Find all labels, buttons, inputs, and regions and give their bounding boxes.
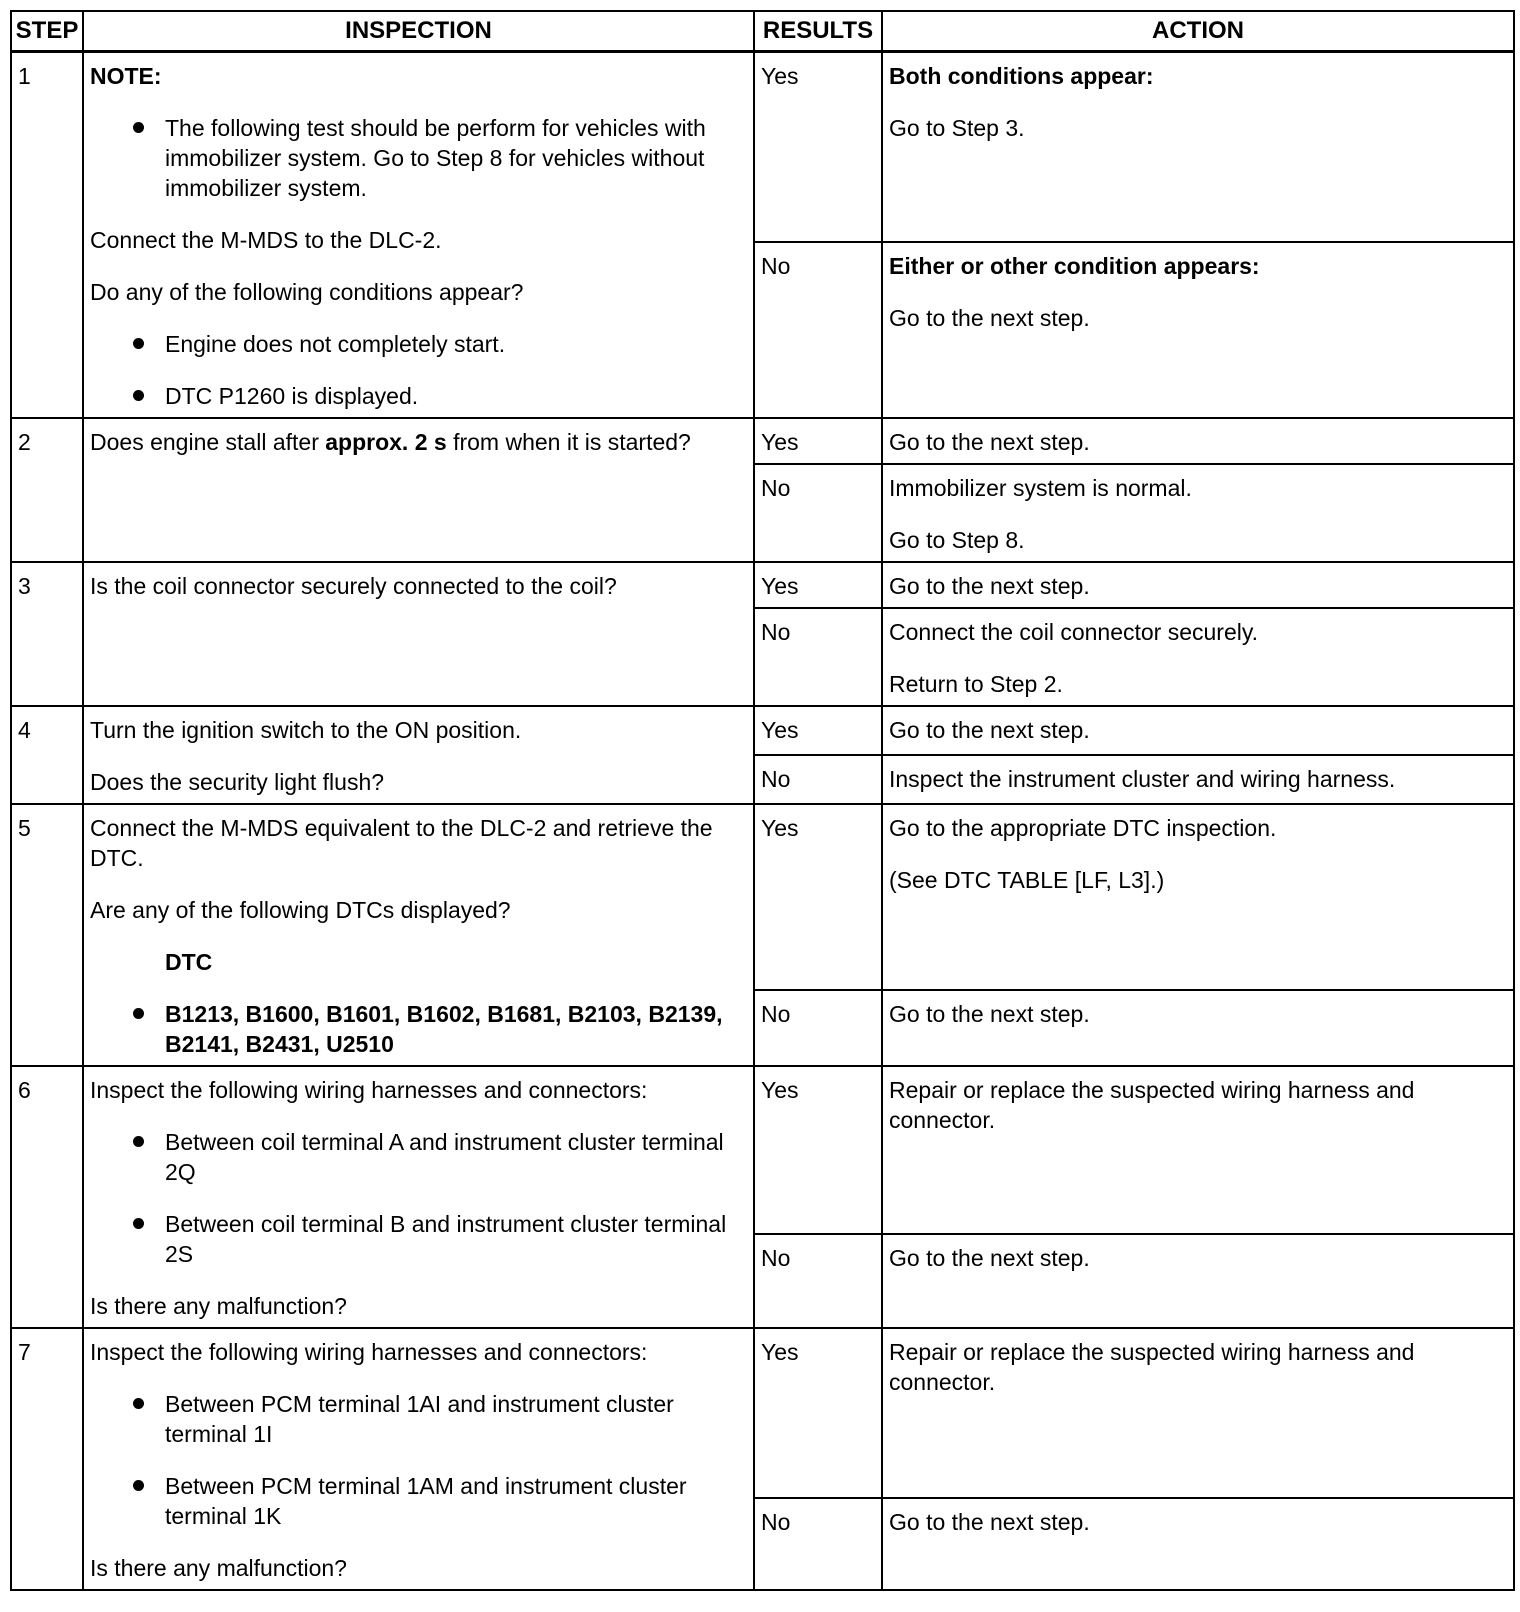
step-1-action-yes xyxy=(882,52,1514,242)
step-1-action-yes-text: Go to Step 3. xyxy=(889,115,1025,141)
step-4-question: Does the security light flush? xyxy=(90,769,385,795)
step-5-action-no: Go to the next step. xyxy=(882,990,1514,1066)
step-1-question: Do any of the following conditions appear? xyxy=(90,279,524,305)
step-5-dtc-label: DTC xyxy=(165,949,213,975)
step-2-question-part-3: from when it is started? xyxy=(446,429,691,455)
step-3-action-no xyxy=(882,608,1514,706)
step-7-yes-row xyxy=(11,1328,1514,1498)
step-3-action-no-text-2: Return to Step 2. xyxy=(889,671,1063,697)
step-2-number: 2 xyxy=(11,418,83,562)
step-6-number: 6 xyxy=(11,1066,83,1328)
step-3-result-yes: Yes xyxy=(754,562,882,608)
step-7-harness-1: Between PCM terminal 1AI and instrument cluster terminal 1I xyxy=(133,1389,747,1449)
step-6-harness-1: Between coil terminal A and instrument cluster terminal 2Q xyxy=(133,1127,747,1187)
step-2-question-part-1: Does engine stall after xyxy=(90,429,326,455)
step-6-yes-row xyxy=(11,1066,1514,1234)
step-3-number: 3 xyxy=(11,562,83,706)
step-2-question-part-2: approx. 2 s xyxy=(325,429,447,455)
step-7-action-yes: Repair or replace the suspected wiring harness and connector. xyxy=(882,1328,1514,1498)
step-5-action-yes xyxy=(882,804,1514,990)
step-5-dtc-codes: B1213, B1600, B1601, B1602, B1681, B2103, B2139, B2141, B2431, U2510 xyxy=(133,999,747,1059)
step-5-question: Are any of the following DTCs displayed? xyxy=(90,897,511,923)
step-4-inspection xyxy=(83,706,754,804)
step-1-yes-row xyxy=(11,52,1514,242)
step-1-action-yes-title: Both conditions appear: xyxy=(889,63,1154,89)
step-4-yes-row xyxy=(11,706,1514,755)
step-1-note-label: NOTE: xyxy=(90,63,162,89)
step-5-result-yes: Yes xyxy=(754,804,882,990)
step-5-yes-row xyxy=(11,804,1514,990)
step-1-note-list xyxy=(90,113,747,203)
step-7-result-no: No xyxy=(754,1498,882,1590)
header-action: ACTION xyxy=(882,11,1514,52)
step-1-condition-2: DTC P1260 is displayed. xyxy=(133,381,747,411)
step-6-instruction: Inspect the following wiring harnesses and connectors: xyxy=(90,1077,648,1103)
step-5-inspection xyxy=(83,804,754,1066)
step-7-action-no: Go to the next step. xyxy=(882,1498,1514,1590)
step-7-harness-2: Between PCM terminal 1AM and instrument cluster terminal 1K xyxy=(133,1471,747,1531)
step-2-yes-row xyxy=(11,418,1514,464)
step-6-question: Is there any malfunction? xyxy=(90,1293,347,1319)
header-row xyxy=(11,11,1514,52)
step-5-action-yes-text-2: (See DTC TABLE [LF, L3].) xyxy=(889,867,1165,893)
step-7-question: Is there any malfunction? xyxy=(90,1555,347,1581)
step-6-result-no: No xyxy=(754,1234,882,1328)
step-1-note-bullet: The following test should be perform for vehicles with immobilizer system. Go to Step 8 for vehicles without immobilizer system. xyxy=(133,113,747,203)
step-7-harness-list xyxy=(90,1389,747,1531)
step-1-result-yes: Yes xyxy=(754,52,882,242)
step-3-action-yes: Go to the next step. xyxy=(882,562,1514,608)
step-1-condition-1: Engine does not completely start. xyxy=(133,329,747,359)
step-1-inspection xyxy=(83,52,754,419)
step-5-instruction: Connect the M-MDS equivalent to the DLC-2 and retrieve the DTC. xyxy=(90,815,713,871)
step-5-action-yes-text: Go to the appropriate DTC inspection. xyxy=(889,815,1277,841)
step-6-result-yes: Yes xyxy=(754,1066,882,1234)
step-5-dtc-list xyxy=(90,999,747,1059)
header-inspection: INSPECTION xyxy=(83,11,754,52)
step-4-action-no: Inspect the instrument cluster and wiring harness. xyxy=(882,755,1514,804)
step-6-inspection xyxy=(83,1066,754,1328)
step-2-action-yes: Go to the next step. xyxy=(882,418,1514,464)
step-4-number: 4 xyxy=(11,706,83,804)
step-3-action-no-text: Connect the coil connector securely. xyxy=(889,619,1259,645)
step-1-instruction: Connect the M-MDS to the DLC-2. xyxy=(90,227,442,253)
header-step: STEP xyxy=(11,11,83,52)
step-3-result-no: No xyxy=(754,608,882,706)
step-1-condition-list xyxy=(90,329,747,411)
step-7-instruction: Inspect the following wiring harnesses and connectors: xyxy=(90,1339,648,1365)
step-5-result-no: No xyxy=(754,990,882,1066)
step-4-action-yes: Go to the next step. xyxy=(882,706,1514,755)
step-6-action-no: Go to the next step. xyxy=(882,1234,1514,1328)
step-3-inspection: Is the coil connector securely connected to the coil? xyxy=(83,562,754,706)
inspection-table xyxy=(10,10,1515,1591)
step-4-result-no: No xyxy=(754,755,882,804)
step-1-action-no-text: Go to the next step. xyxy=(889,304,1090,331)
step-6-harness-list xyxy=(90,1127,747,1269)
step-4-result-yes: Yes xyxy=(754,706,882,755)
inspection-document xyxy=(10,10,1515,1591)
step-1-action-no xyxy=(882,242,1514,419)
step-1-result-no: No xyxy=(754,242,882,419)
step-7-result-yes: Yes xyxy=(754,1328,882,1498)
step-2-action-no-text: Immobilizer system is normal. xyxy=(889,475,1192,501)
step-7-inspection xyxy=(83,1328,754,1590)
step-2-inspection xyxy=(83,418,754,562)
step-1-action-no-title: Either or other condition appears: xyxy=(889,252,1260,279)
step-1-number: 1 xyxy=(11,52,83,419)
step-2-result-no: No xyxy=(754,464,882,562)
step-2-action-no-text-2: Go to Step 8. xyxy=(889,527,1025,553)
step-2-result-yes: Yes xyxy=(754,418,882,464)
step-6-action-yes: Repair or replace the suspected wiring harness and connector. xyxy=(882,1066,1514,1234)
step-6-harness-2: Between coil terminal B and instrument cluster terminal 2S xyxy=(133,1209,747,1269)
step-3-yes-row xyxy=(11,562,1514,608)
step-2-action-no xyxy=(882,464,1514,562)
step-7-number: 7 xyxy=(11,1328,83,1590)
header-results: RESULTS xyxy=(754,11,882,52)
step-5-number: 5 xyxy=(11,804,83,1066)
step-4-instruction: Turn the ignition switch to the ON position. xyxy=(90,717,522,743)
